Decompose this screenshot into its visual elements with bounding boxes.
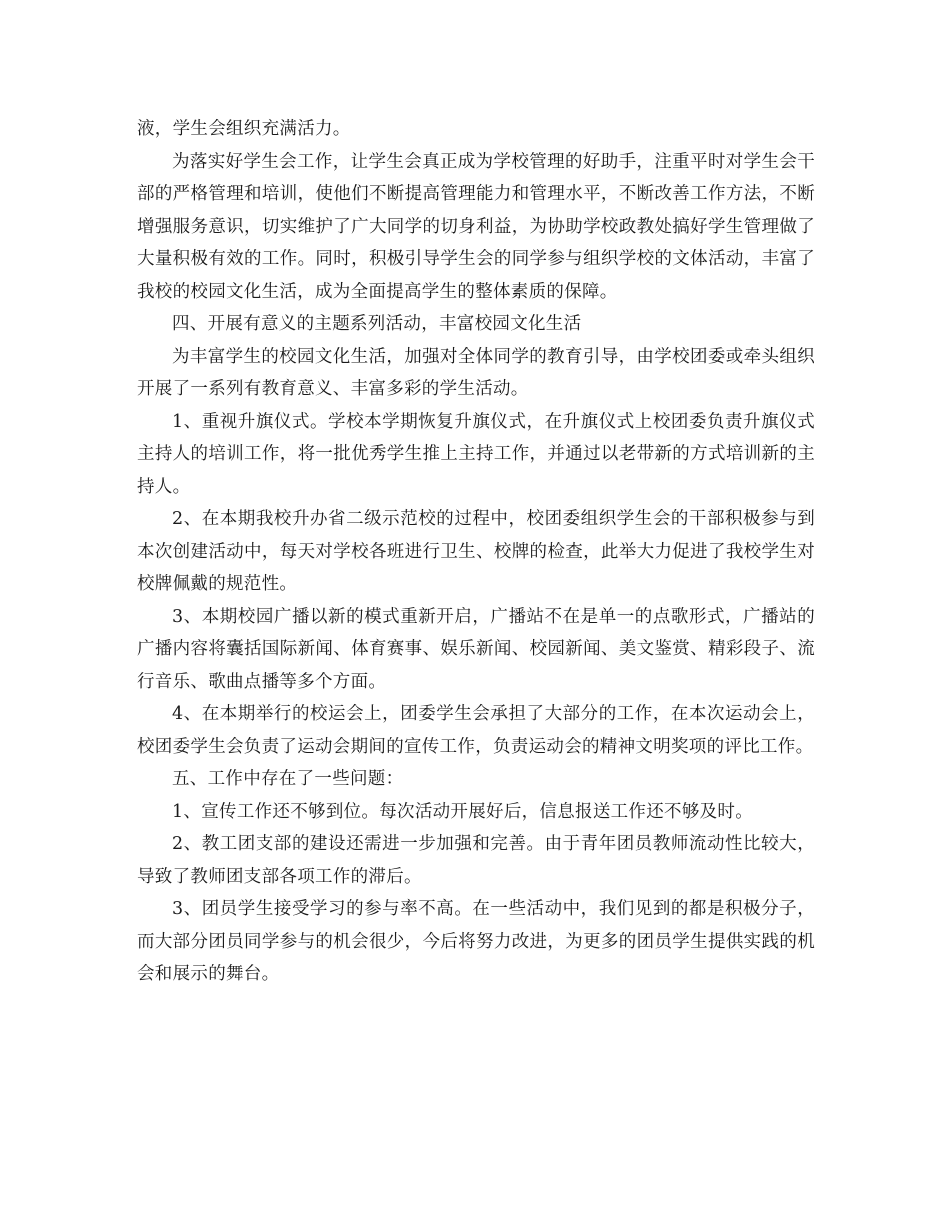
paragraph: 为丰富学生的校园文化生活，加强对全体同学的教育引导，由学校团委或牵头组织开展了一系列有教育意义、丰富多彩的学生活动。: [137, 346, 815, 399]
paragraph: 为落实好学生会工作，让学生会真正成为学校管理的好助手，注重平时对学生会干部的严格管理和培训，使他们不断提高管理能力和管理水平，不断改善工作方法，不断增强服务意识，切实维护了广大同学的切身利益，为协助学校政教处搞好学生管理做了大量积极有效的工作。同时，积极引导学生会的同学参与组织学校的文体活动，丰富了我校的校园文化生活，成为全面提高学生的整体素质的保障。: [137, 151, 815, 302]
list-item: 2、在本期我校升办省二级示范校的过程中，校团委组织学生会的干部积极参与到本次创建活动中，每天对学校各班进行卫生、校牌的检查，此举大力促进了我校学生对校牌佩戴的规范性。: [137, 509, 815, 594]
section-heading: 四、开展有意义的主题系列活动，丰富校园文化生活: [172, 314, 582, 334]
section-heading: 五、工作中存在了一些问题：: [172, 769, 404, 789]
paragraph: 液，学生会组织充满活力。: [137, 119, 351, 139]
list-item: 2、教工团支部的建设还需进一步加强和完善。由于青年团员教师流动性比较大，导致了教师团支部各项工作的滞后。: [137, 834, 815, 887]
list-item: 3、团员学生接受学习的参与率不高。在一些活动中，我们见到的都是积极分子，而大部分团员同学参与的机会很少，今后将努力改进，为更多的团员学生提供实践的机会和展示的舞台。: [137, 899, 815, 984]
document-body: [137, 113, 815, 991]
list-item: 4、在本期举行的校运会上，团委学生会承担了大部分的工作，在本次运动会上，校团委学生会负责了运动会期间的宣传工作，负责运动会的精神文明奖项的评比工作。: [137, 704, 815, 757]
list-item: 3、本期校园广播以新的模式重新开启，广播站不在是单一的点歌形式，广播站的广播内容将囊括国际新闻、体育赛事、娱乐新闻、校园新闻、美文鉴赏、精彩段子、流行音乐、歌曲点播等多个方面。: [137, 606, 815, 692]
list-item: 1、宣传工作还不够到位。每次活动开展好后，信息报送工作还不够及时。: [172, 801, 754, 822]
list-item: 1、重视升旗仪式。学校本学期恢复升旗仪式，在升旗仪式上校团委负责升旗仪式主持人的培训工作，将一批优秀学生推上主持工作，并通过以老带新的方式培训新的主持人。: [137, 411, 815, 497]
